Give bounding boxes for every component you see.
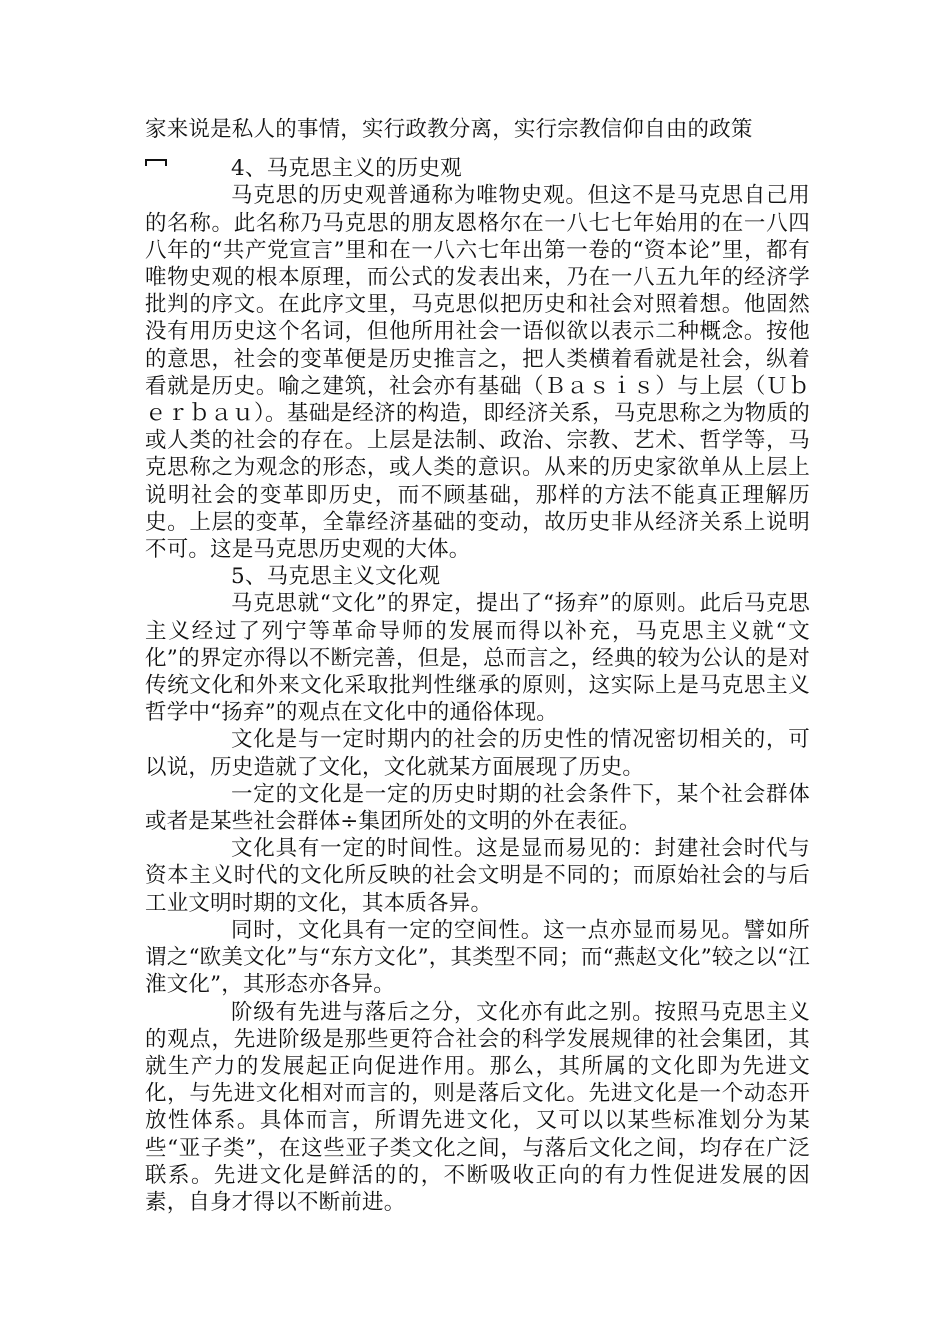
section-heading-4: 4、马克思主义的历史观 (231, 156, 462, 182)
paragraph-advanced-culture: 阶级有先进与落后之分，文化亦有此之别。按照马克思主义的观点，先进阶级是那些更符合社会的科学发展规律的社会集团，其就生产力的发展起正向促进作用。那么，其所属的文化即为先进文化，与先进文化相对而言的，则是落后文化。先进文化是一个动态开放性体系。具体而言，所谓先进文化，又可以以某些标准划分为某些“亚子类”，在这些亚子类文化之间，与落后文化之间，均存在广泛联系。先进文化是鲜活的的，不断吸收正向的有力性促进发展的因素，自身才得以不断前进。 (145, 999, 810, 1215)
paragraph-culture-definition: 一定的文化是一定的历史时期的社会条件下，某个社会群体或者是某些社会群体÷集团所处的文明的外在表征。 (145, 781, 810, 835)
paragraph-culture-aufheben: 马克思就“文化”的界定，提出了“扬弃”的原则。此后马克思主义经过了列宁等革命导师的发展而得以补充，马克思主义就“文化”的界定亦得以不断完善，但是，总而言之，经典的较为公认的是对传统文化和外来文化采取批判性继承的原则，这实际上是马克思主义哲学中“扬弃”的观点在文化中的通俗体现。 (145, 591, 810, 726)
paragraph-culture-time: 文化具有一定的时间性。这是显而易见的：封建社会时代与资本主义时代的文化所反映的社会文明是不同的；而原始社会的与后工业文明时期的文化，其本质各异。 (145, 836, 810, 916)
document-body (145, 116, 810, 1216)
stray-glyph-mark (145, 157, 167, 167)
section-heading-5: 5、马克思主义文化观 (231, 564, 441, 590)
paragraph-culture-history: 文化是与一定时期内的社会的历史性的情况密切相关的，可以说，历史造就了文化，文化就某方面展现了历史。 (145, 727, 810, 780)
paragraph-culture-space: 同时，文化具有一定的空间性。这一点亦显而易见。譬如所谓之“欧美文化”与“东方文化”，其类型不同；而“燕赵文化”较之以“江淮文化”，其形态亦各异。 (145, 917, 810, 998)
paragraph-historical-materialism: 马克思的历史观普通称为唯物史观。但这不是马克思自己用的名称。此名称乃马克思的朋友恩格尔在一八七七年始用的在一八四八年的“共产党宣言”里和在一八六七年出第一卷的“资本论”里，都有唯物史观的根本原理，而公式的发表出来，乃在一八五九年的经济学批判的序文。在此序文里，马克思似把历史和社会对照着想。他固然没有用历史这个名词，但他所用社会一语似欲以表示二种概念。按他的意思，社会的变革便是历史推言之，把人类横着看就是社会，纵着看就是历史。喻之建筑，社会亦有基础（Ｂａｓｉｓ）与上层（Ｕｂｅｒｂａｕ）。基础是经济的构造，即经济关系，马克思称之为物质的或人类的社会的存在。上层是法制、政治、宗教、艺术、哲学等，马克思称之为观念的形态，或人类的意识。从来的历史家欲单从上层上说明社会的变革即历史，而不顾基础，那样的方法不能真正理解历史。上层的变革，全靠经济基础的变动，故历史非从经济关系上说明不可。这是马克思历史观的大体。 (145, 183, 810, 563)
paragraph-continuation: 家来说是私人的事情，实行政教分离，实行宗教信仰自由的政策 (145, 117, 753, 142)
